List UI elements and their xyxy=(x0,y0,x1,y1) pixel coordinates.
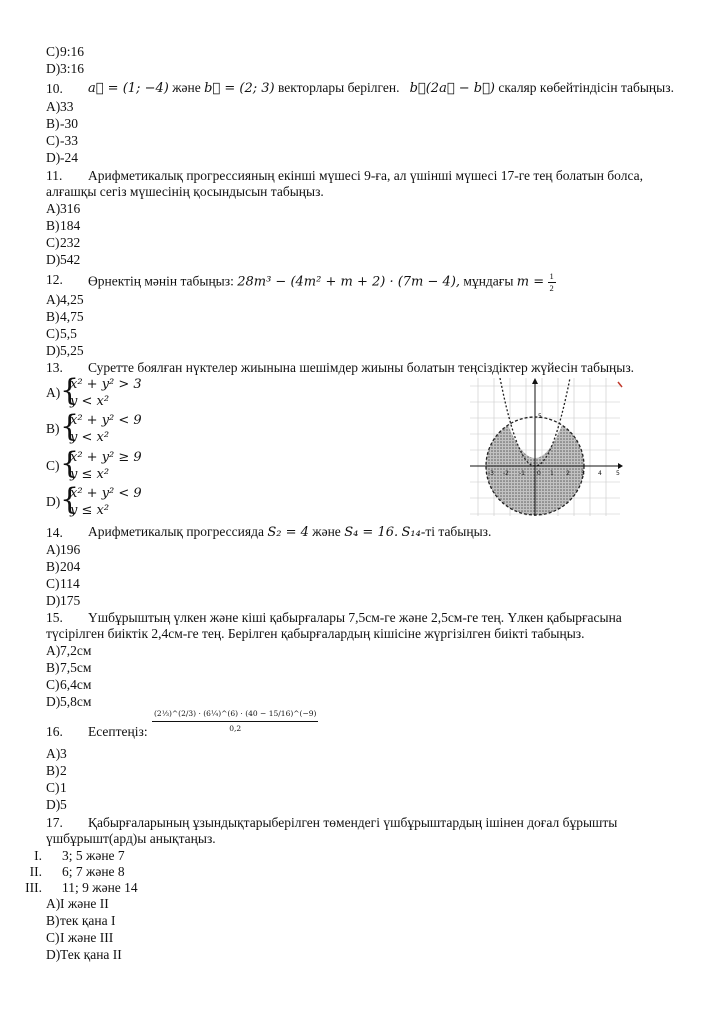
q17-item-roman: I. xyxy=(34,848,42,863)
q15-line1: Үшбұрыштың үлкен және кіші қабырғалары 7,5см-ге және 2,5см-ге тең. Үлкен қабырғасына xyxy=(88,610,622,625)
q16-numerator: (2⅓)^(2/3) · (6¼)^(6) · (40 − 15/16)^(−9) xyxy=(152,709,318,722)
q10-number: 10. xyxy=(46,81,63,96)
tick-label: 0 xyxy=(537,470,541,477)
tick-label: -3 xyxy=(488,470,494,477)
q12-text1: Өрнектің мәнін табыңыз: xyxy=(88,273,234,289)
q17-item-text: 3; 5 және 7 xyxy=(62,848,125,863)
q13-text: Суретте боялған нүктелер жиынына шешімдер жиыны болатын теңсіздіктер жүйесін табыңыз. xyxy=(88,360,635,375)
q14-option-a[interactable]: A)196 xyxy=(46,542,81,557)
q13-number: 13. xyxy=(46,360,63,375)
q12-option-c[interactable]: C)5,5 xyxy=(46,326,77,341)
q14-s4: S₄ = 16. xyxy=(344,525,399,540)
q15-option-d[interactable]: D)5,8см xyxy=(46,694,92,709)
q16-text: Есептеңіз: xyxy=(88,724,148,739)
q11-line1: Арифметикалық прогрессияның екінші мүшесі 9-ға, ал үшінші мүшесі 17-ге тең болатын болса, xyxy=(88,168,643,183)
q13-graph xyxy=(470,378,630,518)
q14-option-c[interactable]: C)114 xyxy=(46,576,80,591)
q12-m-eq: m = xyxy=(516,274,545,290)
exam-page: C)9:16 D)3:16 10. a⃗ = (1; −4) және b⃗ = (2; 3) векторлары берілген. b⃗(2a⃗ − b⃗) скаляр көбейтіндісін табыңыз. A)33 B)-30 C)-33 D)-24 11. Арифметикалық прогрессияның екінші мүшесі 9-ға, ал үшінші мүшесі 17-ге тең болатын болса, алғашқы сегіз мүшесінің қосындысын табыңыз. A)316 B)184 C)232 D)542 12. Өрнектің мәнін табыңыз: 28m³ − (4m² + m + 2) · (7m − 4), мұндағы m = $\frac{1}{2}$ A)4,25 B)4,75 C)5,5 D)5,25 13. Суретте боялған нүктелер жиынына шешімдер жиыны болатын теңсіздіктер жүйесін табыңыз. A) { x² + y² > 3 y < x² B) { x² + y² < 9 y < x² C) { x² + y² ≥ 9 y ≤ x² D) { x² + y² < 9 y ≤ x² -3 -2 -1 0 1 2 3 4 5 5 14. Арифметикалық прогрессияда S₂ = 4 және S₄ = 16. S₁₄-ті табыңыз. A)196 B)204 C)114 D)175 15. Үшбұрыштың үлкен және кіші қабырғалары 7,5см-ге және 2,5см-ге тең. Үлкен қабырғасына түсірілген биіктік 2,4см-ге тең. Берілген қабырғалардың кішісіне жүргізілген биікті табыңыз. A)7,2см B)7,5см C)6,4см D)5,8см 16. Есептеңіз: $\frac{\text{(2⅓)\textasciicircum{}(2/3) · (6¼)\textasciicircum{}(6) · (40 − 15/16)\textasciicircum{}(−9)}}{0,2}$ A)3 B)2 C)1 D)5 17. Қабырғаларының ұзындықтарыберілген төмендегі үшбұрыштардың ішінен доғал бұрышты үшбұрышт(ард)ы анықтаңыз. I. 3; 5 және 7 II. 6; 7 және 8 III. 11; 9 және 14 A)I және II B)тек қана I C)I және III D)Тек қана II xyxy=(0,0,724,1024)
q15-number: 15. xyxy=(46,610,63,625)
q16-option-a[interactable]: A)3 xyxy=(46,746,67,761)
tick-label: -1 xyxy=(519,470,525,477)
q10-vector-a: a⃗ = (1; −4) xyxy=(88,81,169,96)
q10-option-c[interactable]: C)-33 xyxy=(46,133,78,148)
q10-text xyxy=(88,80,674,97)
q16-expression xyxy=(152,709,318,733)
q12-fraction: $\frac{1}{2}$ xyxy=(549,271,554,293)
q15-option-a[interactable]: A)7,2см xyxy=(46,643,92,658)
tick-label: 5 xyxy=(616,470,620,477)
q14-conj: және xyxy=(312,524,341,539)
q17-option-d[interactable]: D)Тек қана II xyxy=(46,947,122,962)
q17-item-roman: II. xyxy=(29,864,42,879)
q11-option-c[interactable]: C)232 xyxy=(46,235,81,250)
tick-label: 4 xyxy=(598,470,602,477)
q10-expression: b⃗(2a⃗ − b⃗) xyxy=(409,81,495,96)
q17-line2: үшбұрышт(ард)ы анықтаңыз. xyxy=(46,831,216,846)
q10-text1: векторлары берілген. xyxy=(277,80,400,95)
q17-item-text: 11; 9 және 14 xyxy=(62,880,138,895)
q10-conj: және xyxy=(172,80,201,95)
q12-option-a[interactable]: A)4,25 xyxy=(46,292,84,307)
q14-option-d[interactable]: D)175 xyxy=(46,593,81,608)
q11-option-d[interactable]: D)542 xyxy=(46,252,81,267)
q14-option-b[interactable]: B)204 xyxy=(46,559,81,574)
q16-denominator: 0,2 xyxy=(229,724,242,733)
q10-option-b[interactable]: B)-30 xyxy=(46,116,78,131)
q10-text2: скаляр көбейтіндісін табыңыз. xyxy=(498,80,674,95)
q17-option-b[interactable]: B)тек қана I xyxy=(46,913,116,928)
q12-text2: мұндағы xyxy=(463,273,514,289)
q12-option-b[interactable]: B)4,75 xyxy=(46,309,84,324)
q11-option-b[interactable]: B)184 xyxy=(46,218,81,233)
tick-label: 2 xyxy=(566,470,570,477)
q12-option-d[interactable]: D)5,25 xyxy=(46,343,84,358)
q15-option-c[interactable]: C)6,4см xyxy=(46,677,92,692)
q12-number: 12. xyxy=(46,272,63,287)
tick-label: 1 xyxy=(550,470,554,477)
tick-label: 3 xyxy=(581,470,585,477)
q16-number: 16. xyxy=(46,724,63,739)
option-d-prev: D)3:16 xyxy=(46,61,85,76)
q11-number: 11. xyxy=(46,168,63,183)
q14-text xyxy=(88,524,491,541)
option-c-prev: C)9:16 xyxy=(46,44,85,59)
q14-s2: S₂ = 4 xyxy=(267,525,309,540)
q14-s14: S₁₄ xyxy=(401,525,421,540)
q17-line1: Қабырғаларының ұзындықтарыберілген төмендегі үшбұрыштардың ішінен доғал бұрышты xyxy=(88,815,618,830)
y-label: 5 xyxy=(538,413,542,420)
q15-line2: түсірілген биіктік 2,4см-ге тең. Берілген қабырғалардың кішісіне жүргізілген биікті табыңыз. xyxy=(46,626,585,641)
q17-item-roman: III. xyxy=(25,880,42,895)
q11-line2: алғашқы сегіз мүшесінің қосындысын табыңыз. xyxy=(46,184,324,199)
q10-option-d[interactable]: D)-24 xyxy=(46,150,78,165)
q17-option-a[interactable]: A)I және II xyxy=(46,896,109,911)
q15-option-b[interactable]: B)7,5см xyxy=(46,660,92,675)
q16-option-c[interactable]: C)1 xyxy=(46,780,67,795)
q14-text1: Арифметикалық прогрессияда xyxy=(88,524,264,539)
q14-text2: -ті табыңыз. xyxy=(420,524,492,539)
q17-option-c[interactable]: C)I және III xyxy=(46,930,114,945)
q16-option-d[interactable]: D)5 xyxy=(46,797,67,812)
q10-vector-b: b⃗ = (2; 3) xyxy=(204,81,275,96)
tick-label: -2 xyxy=(503,470,509,477)
q17-number: 17. xyxy=(46,815,63,830)
q14-number: 14. xyxy=(46,525,63,540)
q16-option-b[interactable]: B)2 xyxy=(46,763,67,778)
q12-text xyxy=(88,271,556,294)
q12-expression: 28m³ − (4m² + m + 2) · (7m − 4), xyxy=(237,274,461,290)
q10-option-a[interactable]: A)33 xyxy=(46,99,74,114)
q11-option-a[interactable]: A)316 xyxy=(46,201,81,216)
q17-item-text: 6; 7 және 8 xyxy=(62,864,125,879)
